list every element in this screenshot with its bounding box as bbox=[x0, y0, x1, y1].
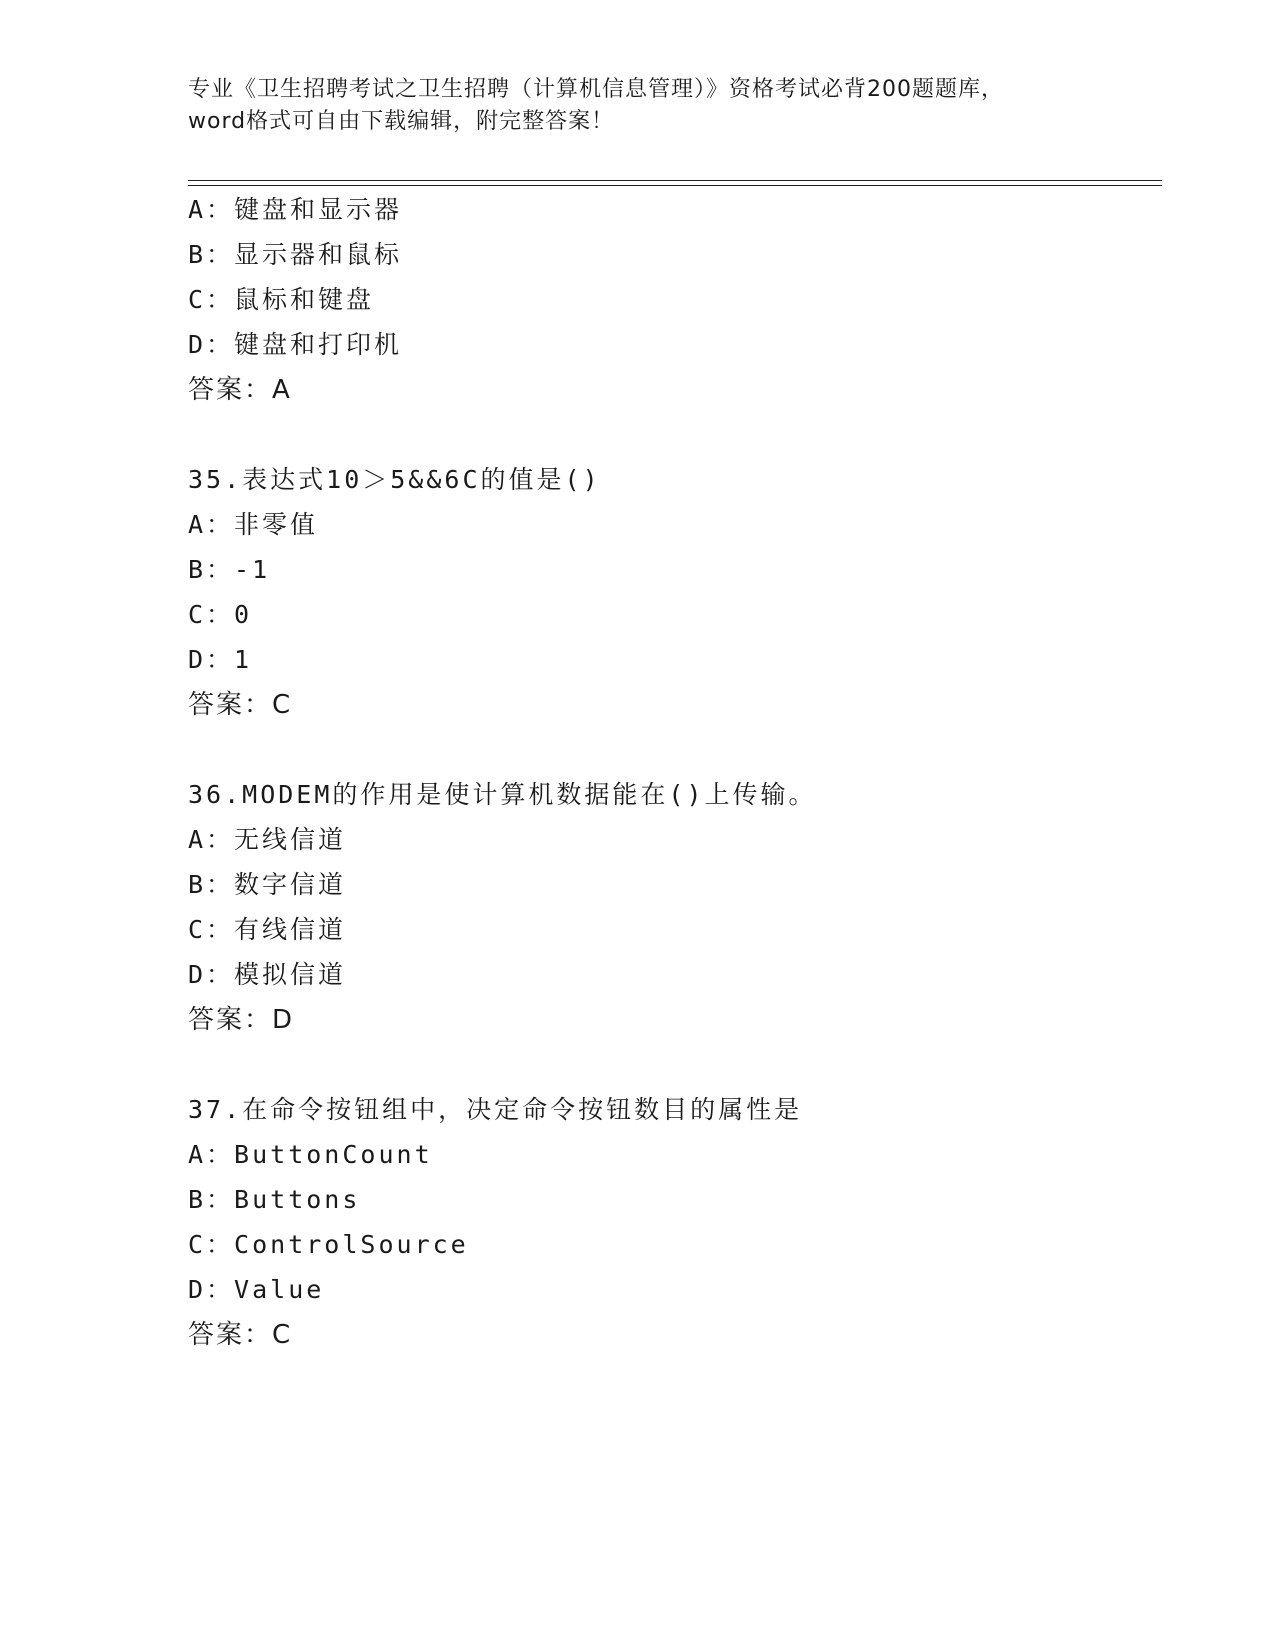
q34-option-d: D：键盘和打印机 bbox=[188, 330, 403, 359]
q36-stem: 36.MODEM的作用是使计算机数据能在()上传输。 bbox=[188, 780, 817, 809]
q35-stem: 35.表达式10＞5&&6C的值是() bbox=[188, 465, 601, 494]
header-line-1: 专业《卫生招聘考试之卫生招聘（计算机信息管理）》资格考试必背200题题库， bbox=[188, 77, 1004, 102]
q36-option-a: A：无线信道 bbox=[188, 825, 347, 854]
q34-answer: 答案：A bbox=[188, 375, 292, 405]
q36-option-b: B：数字信道 bbox=[188, 870, 347, 899]
q37-stem: 37.在命令按钮组中，决定命令按钮数目的属性是 bbox=[188, 1095, 803, 1124]
q35-option-d: D：1 bbox=[188, 645, 253, 674]
q36-answer: 答案：D bbox=[188, 1005, 295, 1035]
q36-option-c: C：有线信道 bbox=[188, 915, 347, 944]
q37-option-d: D：Value bbox=[188, 1275, 325, 1304]
q37-answer: 答案：C bbox=[188, 1320, 293, 1350]
document-header bbox=[188, 74, 1108, 138]
q35-option-a: A：非零值 bbox=[188, 510, 319, 539]
q34-option-a: A：键盘和显示器 bbox=[188, 195, 403, 224]
q36-option-d: D：模拟信道 bbox=[188, 960, 347, 989]
q35-option-b: B：-1 bbox=[188, 555, 271, 584]
q34-option-c: C：鼠标和键盘 bbox=[188, 285, 375, 314]
q34-option-b: B：显示器和鼠标 bbox=[188, 240, 403, 269]
header-line-2: word格式可自由下载编辑，附完整答案！ bbox=[188, 109, 615, 134]
q35-option-c: C：0 bbox=[188, 600, 253, 629]
q35-answer: 答案：C bbox=[188, 690, 293, 720]
q37-option-b: B：Buttons bbox=[188, 1185, 361, 1214]
q37-option-a: A：ButtonCount bbox=[188, 1140, 433, 1169]
header-divider-top bbox=[188, 180, 1162, 181]
header-divider-bottom bbox=[188, 185, 1162, 186]
q37-option-c: C：ControlSource bbox=[188, 1230, 469, 1259]
